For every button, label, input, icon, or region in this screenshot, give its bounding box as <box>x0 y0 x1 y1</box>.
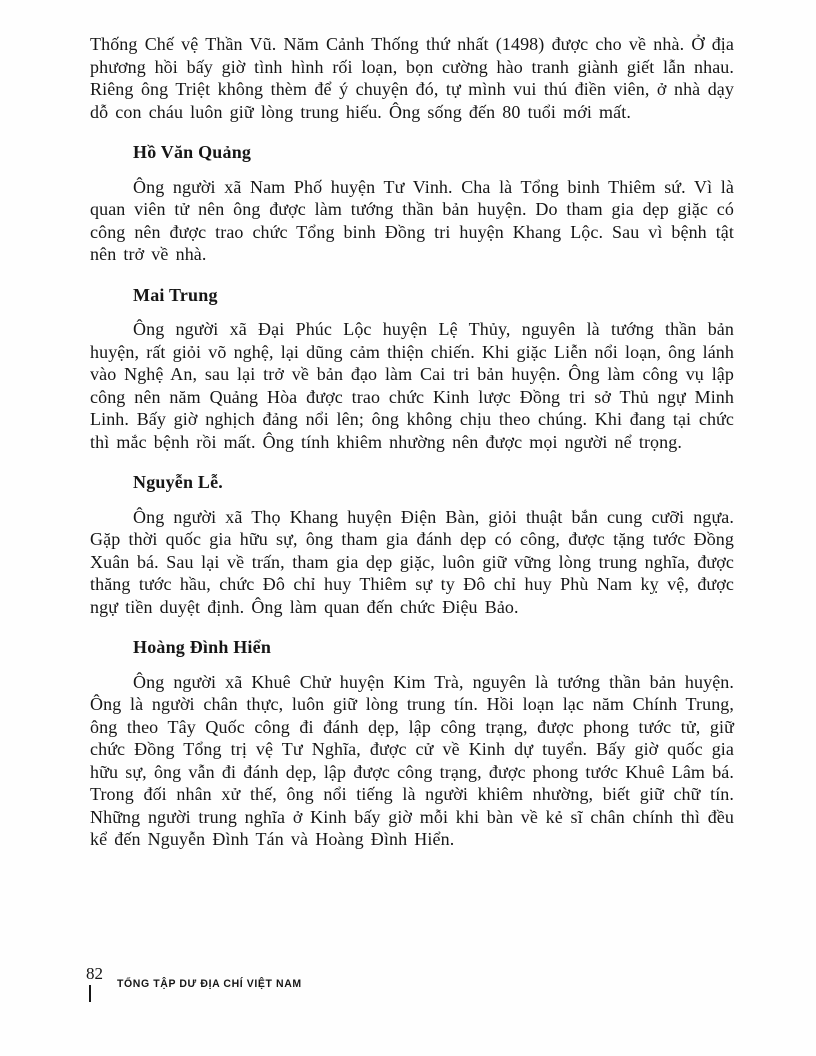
paragraph-nguyen-le: Ông người xã Thọ Khang huyện Điện Bàn, giỏi thuật bắn cung cưỡi ngựa. Gặp thời quốc gia hữu sự, ông tham gia đánh dẹp có công, được tặng tước Đồng Xuân bá. Sau lại về trấn, tham gia dẹp giặc, luôn giữ vững lòng trung nghĩa, được thăng tước hầu, chức Đô chỉ huy Thiêm sự ty Đô chỉ huy Phù Nam kỵ vệ, được ngự tiền duyệt định. Ông làm quan đến chức Điệu Bảo. <box>90 506 734 617</box>
footer-tick-mark <box>89 985 91 1002</box>
page-footer <box>86 965 302 1002</box>
page-number-block <box>86 965 103 1002</box>
section-heading-ho-van-quang: Hồ Văn Quảng <box>133 142 252 162</box>
page-number: 82 <box>86 964 103 983</box>
paragraph-hoang-dinh-hien: Ông người xã Khuê Chử huyện Kim Trà, nguyên là tướng thần bản huyện. Ông là người chân thực, luôn giữ lòng trung tín. Hồi loạn lạc năm Chính Trung, ông theo Tây Quốc công đi đánh dẹp, lập công trạng, được phong tước tử, giữ chức Đồng Tổng trị vệ Tư Nghĩa, được cử về Kinh dự tuyển. Bấy giờ quốc gia hữu sự, ông vẫn đi đánh dẹp, lập được công trạng, được phong tước Khuê Lâm bá. Trong đối nhân xử thế, ông nổi tiếng là người khiêm nhường, biết giữ chữ tín. Những người trung nghĩa ở Kinh bấy giờ mỗi khi bàn về kẻ sĩ chân chính thì đều kể đến Nguyễn Đình Tán và Hoàng Đình Hiển. <box>90 671 734 849</box>
book-title: TỔNG TẬP DƯ ĐỊA CHÍ VIỆT NAM <box>117 977 302 991</box>
page-content <box>90 33 734 851</box>
paragraph-ho-van-quang: Ông người xã Nam Phố huyện Tư Vinh. Cha là Tổng binh Thiêm sứ. Vì là quan viên tử nên ông được làm tướng thần bản huyện. Do tham gia dẹp giặc có công nên được trao chức Tổng binh Đồng tri huyện Khang Lộc. Sau vì bệnh tật nên trở về nhà. <box>90 176 734 264</box>
paragraph-nguyen-triet-continuation: Thống Chế vệ Thần Vũ. Năm Cảnh Thống thứ nhất (1498) được cho về nhà. Ở địa phương hồi bấy giờ tình hình rối loạn, bọn cường hào tranh giành giết lẫn nhau. Riêng ông Triệt không thèm để ý chuyện đó, tự mình vui thú điền viên, ở nhà dạy dỗ con cháu luôn giữ lòng trung hiếu. Ông sống đến 80 tuổi mới mất. <box>90 34 734 122</box>
section-heading-hoang-dinh-hien: Hoàng Đình Hiển <box>133 637 272 657</box>
section-heading-mai-trung: Mai Trung <box>133 284 218 305</box>
paragraph-mai-trung: Ông người xã Đại Phúc Lộc huyện Lệ Thủy, nguyên là tướng thần bản huyện, rất giỏi võ nghệ, lại dũng cảm thiện chiến. Khi giặc Liễn nổi loạn, ông lánh vào Nghệ An, sau lại trở về bản đạo làm Cai tri bản huyện. Ông làm công vụ lập công nên năm Quảng Hòa được trao chức Kinh lược Đồng tri sở Thủ ngự Minh Linh. Bấy giờ nghịch đảng nổi lên; ông không chịu theo chúng. Khi đang tại chức thì mắc bệnh rồi mất. Ông tính khiêm nhường nên được mọi người nể trọng. <box>90 319 734 452</box>
section-heading-nguyen-le: Nguyễn Lễ. <box>133 472 224 492</box>
